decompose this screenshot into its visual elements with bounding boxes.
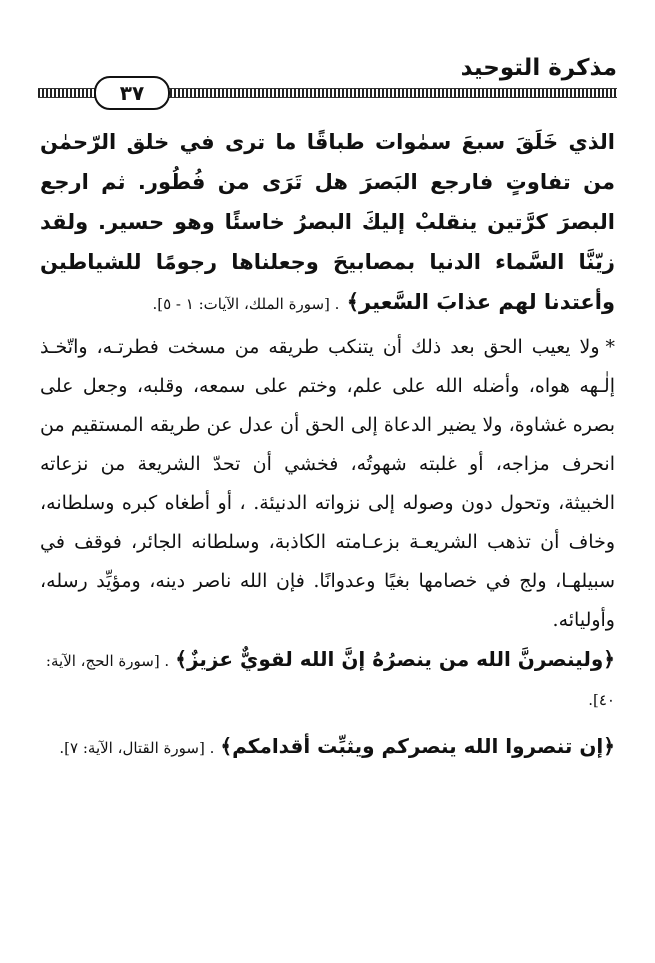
verse-block-qital (40, 727, 615, 767)
verse-block-hajj (40, 640, 615, 719)
page-body (40, 122, 615, 767)
page-number-badge: ٣٧ (94, 76, 170, 110)
page-header (38, 52, 617, 105)
body-paragraph (40, 328, 615, 640)
verse-block-mulk (40, 122, 615, 324)
verse-text-mulk: الذي خَلَقَ سبعَ سمٰوات طباقًا ما ترى في خلق الرّحمٰن من تفاوتٍ فارجع البَصرَ هل تَرَى من فُطُور. ثم ارجع البصرَ كرَّتين ينقلبْ إليكَ البصرُ خاسئًا وهو حسير. ولقد زيّنَّا السَّماء الدنيا بمصابيحَ وجعلناها رجومًا للشياطين وأعتدنا لهم عذابَ السَّعير﴾ (40, 130, 615, 314)
verse-text-hajj: ﴿ولينصرنَّ الله من ينصرُهُ إنَّ الله لقويٌّ عزيزٌ﴾ (175, 647, 615, 671)
paragraph-text: ولا يعيب الحق بعد ذلك أن يتنكب طريقه من مسخت فطرتـه، واتّخـذ إلٰـهه هواه، وأضله الله على علم، وختم على سمعه، وقلبه، وجعل على بصره غشاوة، ولا يضير الدعاة إلى الحق أن عدل عن طريقه المستقيم من انحرف مزاجه، أو غلبته شهوتُه، فخشي أن تحدّ الشريعة من نزعاته الخبيثة، وتحول دون وصوله إلى نزواته الدنيئة. ، أو أطغاه كبره وسلطانه، وخاف أن تذهب الشريعـة بزعـامته الكاذبة، وسلطانه الجائر، فوقف في سبيلهـا، ولج في خصامها بغيًا وعدوانًا. فإن الله ناصر دينه، ومؤيِّد رسله، وأوليائه. (40, 336, 615, 631)
verse-reference-hajj: . [سورة الحج، الآية: ٤٠]. (45, 652, 615, 709)
book-title: مذكرة التوحيد (460, 55, 617, 81)
verse-reference-qital: . [سورة القتال، الآية: ٧]. (59, 739, 215, 757)
paragraph-marker: * (605, 336, 615, 358)
verse-text-qital: ﴿إن تنصروا الله ينصركم ويثبِّت أقدامكم﴾ (220, 734, 615, 758)
verse-reference-mulk: . [سورة الملك، الآيات: ١ - ٥]. (152, 295, 340, 313)
